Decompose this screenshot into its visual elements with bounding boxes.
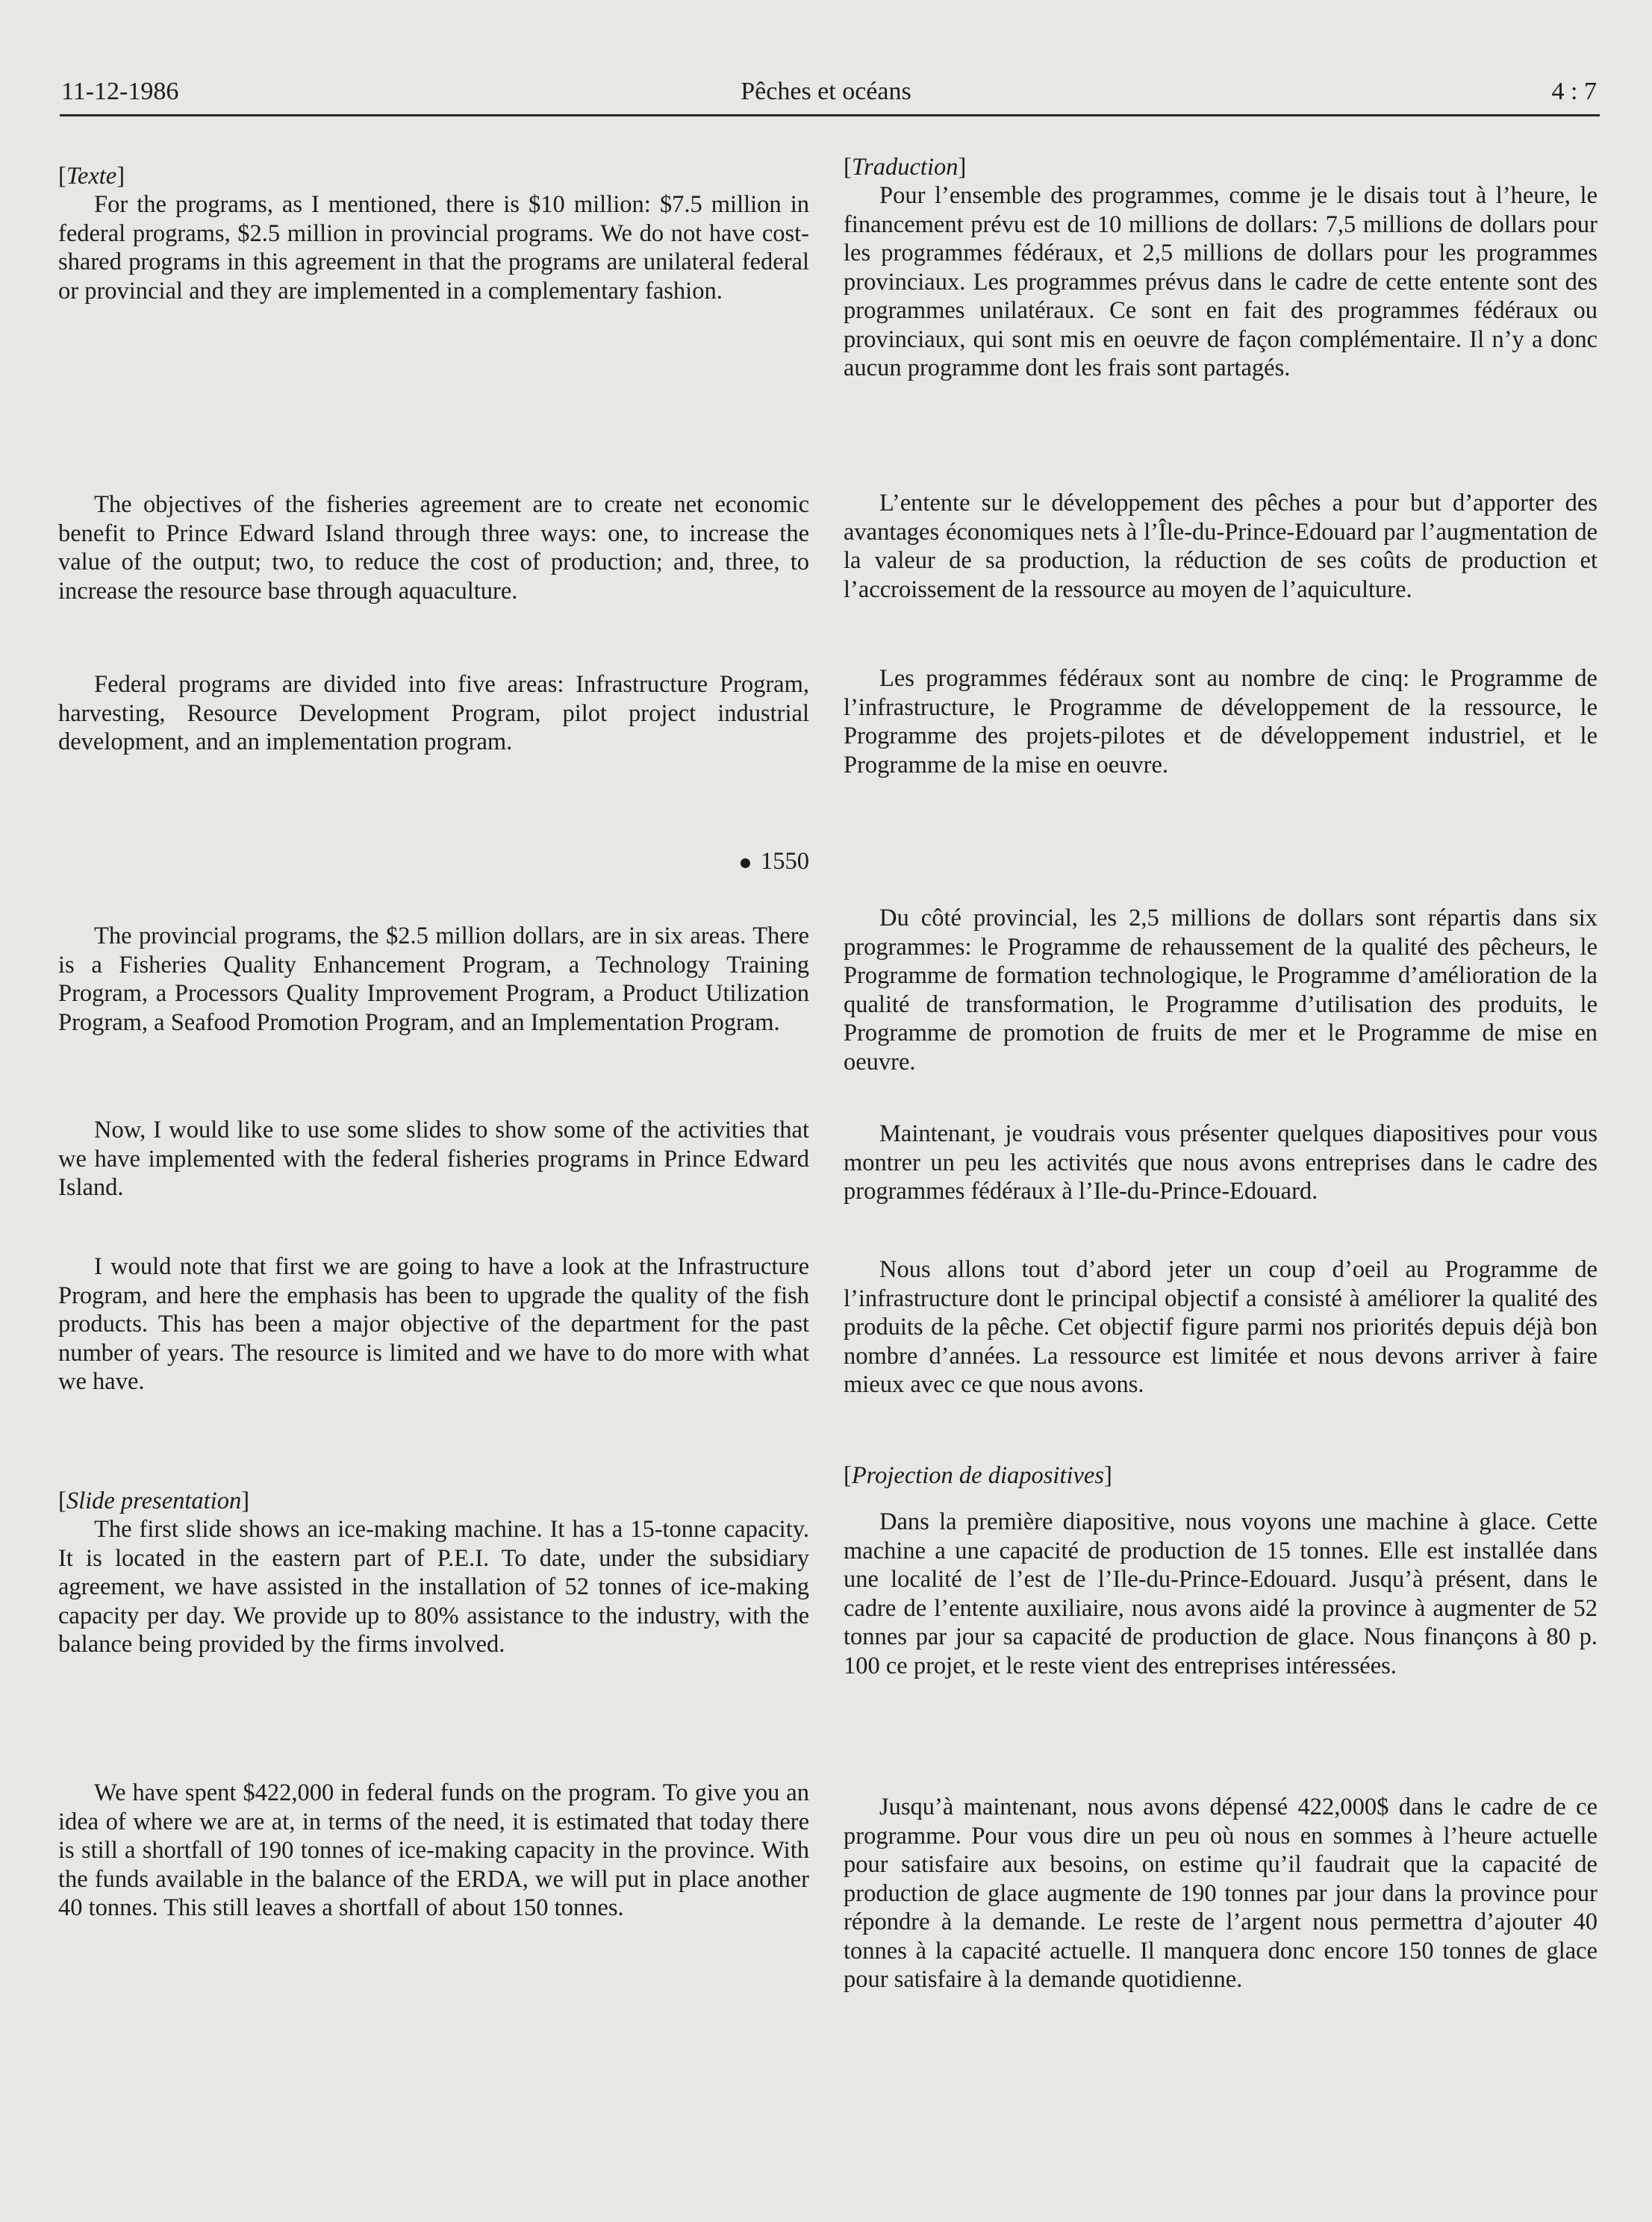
paragraph-en-5: Now, I would like to use some slides to show some of the activities that we have implemented with the federal fisheries programs in Prince Edward Island. bbox=[58, 1117, 809, 1201]
paragraph-en-7: The first slide shows an ice-making machine. It has a 15-tonne capacity. It is located in the eastern part of P.E.I. To date, under the subsidiary agreement, we have assisted in the installation of 52 tonnes of ice-making capacity per day. We provide up to 80% assistance to the industry, with the balance being provided by the firms involved. bbox=[58, 1516, 809, 1658]
header-rule bbox=[60, 114, 1600, 116]
bullet-icon bbox=[741, 858, 750, 868]
paragraph-en-2: The objectives of the fisheries agreement are to create net economic benefit to Prince Edward Island through three ways: one, to increase the value of the output; two, to reduce the cost of production; and, three, to increase the resource base through aquaculture. bbox=[58, 491, 809, 605]
paragraph-en-3: Federal programs are divided into five areas: Infrastructure Program, harvesting, Resource Development Program, pilot project industrial development, and an implementation program. bbox=[58, 671, 809, 755]
paragraph-fr-6: Nous allons tout d’abord jeter un coup d’oeil au Programme de l’infrastructure dont le principal objectif a consisté à améliorer la qualité des produits de la pêche. Cet objectif figure parmi nos priorités depuis déjà bon nombre d’années. La ressource est limitée et nous devons arriver à faire mieux avec ce que nous avons. bbox=[844, 1256, 1598, 1398]
paragraph-en-1: For the programs, as I mentioned, there is $10 million: $7.5 million in federal programs, $2.5 million in provincial programs. We do not have cost-shared programs in this agreement in that the programs are unilateral federal or provincial and they are implemented in a complementary fashion. bbox=[58, 191, 809, 305]
paragraph-fr-3: Les programmes fédéraux sont au nombre de cinq: le Programme de l’infrastructure, le Programme de développement de la ressource, le Programme des projets-pilotes et de développement industriel, et le Programme de la mise en oeuvre. bbox=[844, 665, 1598, 778]
paragraph-fr-5: Maintenant, je voudrais vous présenter quelques diapositives pour vous montrer un peu les activités que nous avons entreprises dans le cadre des programmes fédéraux à l’Ile-du-Prince-Edouard. bbox=[844, 1120, 1598, 1205]
texte-label: [Texte] bbox=[58, 163, 125, 190]
paragraph-fr-1: Pour l’ensemble des programmes, comme je le disais tout à l’heure, le financement prévu est de 10 millions de dollars: 7,5 millions de dollars pour les programmes fédéraux, et 2,5 millions de dollars pour les programmes provinciaux. Les programmes prévus dans le cadre de cette entente sont des programmes unilatéraux. Ce sont en fait des programmes fédéraux ou provinciaux, qui sont mis en oeuvre de façon complémentaire. Il n’y a donc aucun programme dont les frais sont partagés. bbox=[844, 182, 1598, 381]
projection-diapositives-label: [Projection de diapositives] bbox=[844, 1462, 1112, 1489]
header-date: 11-12-1986 bbox=[61, 78, 179, 105]
paragraph-en-8: We have spent $422,000 in federal funds on the program. To give you an idea of where we are at, in terms of the need, it is estimated that today there is still a shortfall of 190 tonnes of ice-making capacity in the province. With the funds available in the balance of the ERDA, we will put in place another 40 tonnes. This still leaves a shortfall of about 150 tonnes. bbox=[58, 1779, 809, 1921]
paragraph-fr-8: Jusqu’à maintenant, nous avons dépensé 422,000$ dans le cadre de ce programme. Pour vous dire un peu où nous en sommes à l’heure actuelle pour satisfaire aux besoins, on estime qu’il faudrait que la capacité de production de glace augmente de 190 tonnes par jour dans la province pour répondre à la demande. Le reste de l’argent nous permettra d’ajouter 40 tonnes à la capacité actuelle. Il manquera donc encore 150 tonnes de glace pour satisfaire à la demande quotidienne. bbox=[844, 1794, 1598, 1993]
header-page-number: 4 : 7 bbox=[1551, 78, 1597, 105]
paragraph-fr-4: Du côté provincial, les 2,5 millions de dollars sont répartis dans six programmes: le Programme de rehaussement de la qualité des pêcheurs, le Programme de formation technologique, le Programme d’amélioration de la qualité de transformation, le Programme d’utilisation des produits, le Programme de promotion de fruits de mer et le Programme de mise en oeuvre. bbox=[844, 905, 1598, 1076]
paragraph-fr-7: Dans la première diapositive, nous voyons une machine à glace. Cette machine a une capacité de production de 15 tonnes. Elle est installée dans une localité de l’est de l’Ile-du-Prince-Edouard. Jusqu’à présent, dans le cadre de l’entente auxiliaire, nous avons aidé la province à augmenter de 52 tonnes par jour sa capacité de production de glace. Nous finançons à 80 p. 100 ce projet, et le reste vient des entreprises intéressées. bbox=[844, 1508, 1598, 1679]
paragraph-en-4: The provincial programs, the $2.5 million dollars, are in six areas. There is a Fisheries Quality Enhancement Program, a Technology Training Program, a Processors Quality Improvement Program, a Product Utilization Program, a Seafood Promotion Program, and an Implementation Program. bbox=[58, 923, 809, 1036]
traduction-label: [Traduction] bbox=[844, 154, 967, 181]
slide-presentation-label: [Slide presentation] bbox=[58, 1488, 250, 1514]
paragraph-en-6: I would note that first we are going to have a look at the Infrastructure Program, and here the emphasis has been to upgrade the quality of the fish products. This has been a major objective of the department for the past number of years. The resource is limited and we have to do more with what we have. bbox=[58, 1253, 809, 1395]
time-marker: 1550 bbox=[741, 847, 809, 876]
header-title: Pêches et océans bbox=[741, 78, 911, 105]
paragraph-fr-2: L’entente sur le développement des pêches a pour but d’apporter des avantages économiques nets à l’Île-du-Prince-Edouard par l’augmentation de la valeur de sa production, la réduction de ses coûts de production et l’accroissement de la ressource au moyen de l’aquiculture. bbox=[844, 490, 1598, 603]
